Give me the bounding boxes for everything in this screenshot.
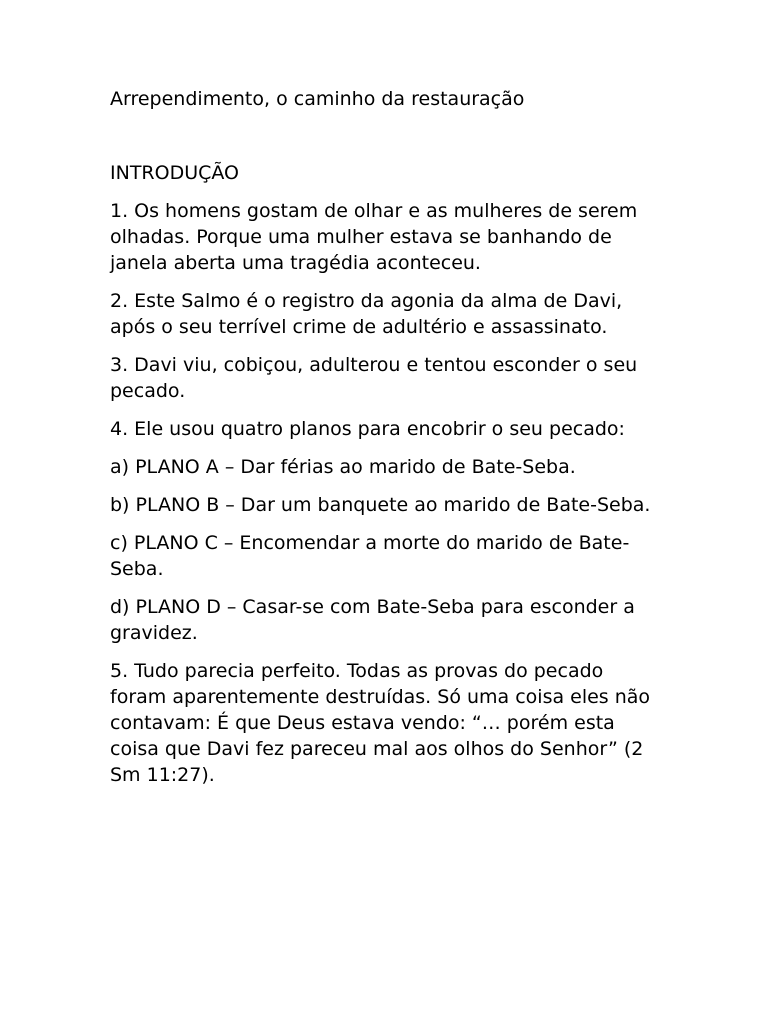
paragraph-1: 1. Os homens gostam de olhar e as mulheres de serem olhadas. Porque uma mulher estava se banhando de janela aberta uma tragédia aconteceu. <box>110 200 638 274</box>
plan-c-item: c) PLANO C – Encomendar a morte do marido de Bate-Seba. <box>110 532 630 580</box>
paragraph-4: 4. Ele usou quatro planos para encobrir o seu pecado: <box>110 418 625 440</box>
document-body <box>110 86 655 788</box>
document-title: Arrependimento, o caminho da restauração <box>110 88 525 110</box>
paragraph-3: 3. Davi viu, cobiçou, adulterou e tentou esconder o seu pecado. <box>110 354 638 402</box>
paragraph-2: 2. Este Salmo é o registro da agonia da alma de Davi, após o seu terrível crime de adultério e assassinato. <box>110 290 623 338</box>
plan-a-item: a) PLANO A – Dar férias ao marido de Bate-Seba. <box>110 456 576 478</box>
section-heading-introducao: INTRODUÇÃO <box>110 162 240 184</box>
plan-d-item: d) PLANO D – Casar-se com Bate-Seba para esconder a gravidez. <box>110 596 635 644</box>
plan-b-item: b) PLANO B – Dar um banquete ao marido de Bate-Seba. <box>110 494 651 516</box>
paragraph-5: 5. Tudo parecia perfeito. Todas as provas do pecado foram aparentemente destruídas. Só uma coisa eles não contavam: É que Deus estava vendo: “… porém esta coisa que Davi fez pareceu mal aos olhos do Senhor” (2 Sm 11:27). <box>110 660 651 786</box>
